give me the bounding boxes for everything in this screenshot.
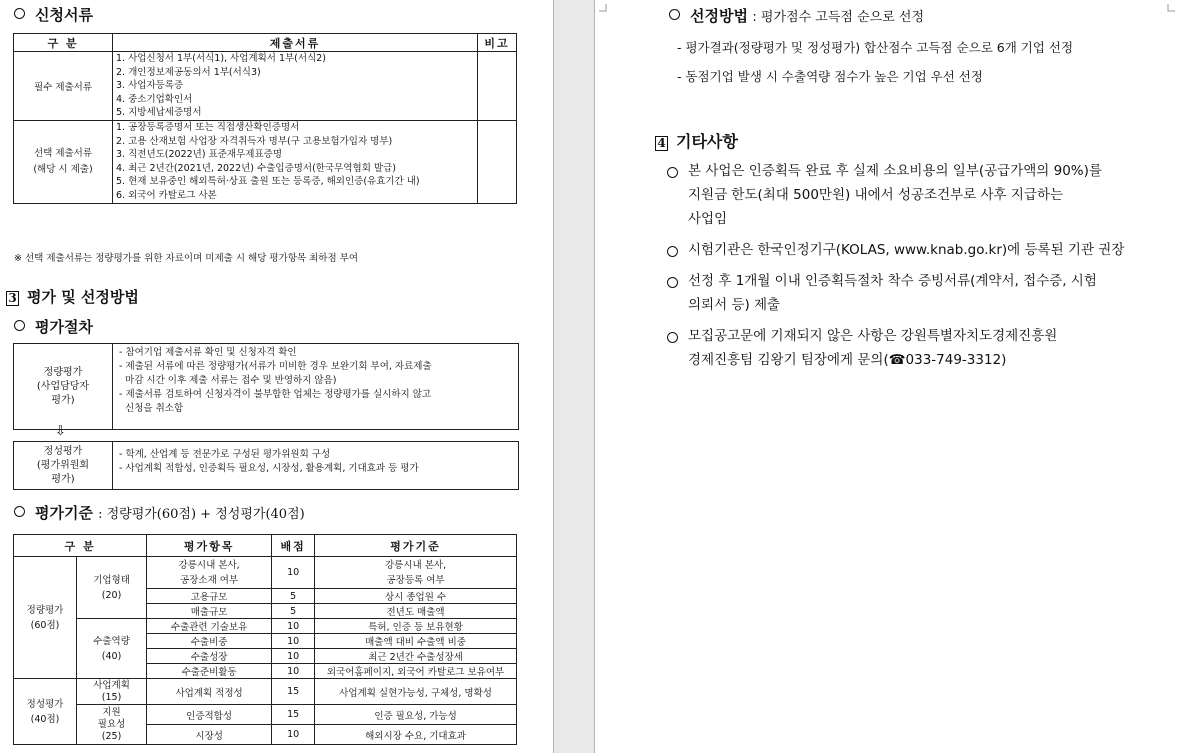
procedure-box-qualitative [13, 441, 519, 490]
criteria-col-standard: 평가기준 [315, 535, 517, 557]
docs-col-category: 구 분 [14, 34, 113, 52]
criteria-standard: 상시 종업원 수 [315, 589, 517, 604]
criteria-col-score: 배점 [272, 535, 315, 557]
circle-bullet-icon [667, 167, 678, 178]
docs-col-note: 비고 [478, 34, 517, 52]
criteria-item: 수출성장 [147, 649, 272, 664]
procedure-box-quantitative [13, 343, 519, 430]
criteria-group-quantitative: 정량평가 (60점) [14, 557, 77, 679]
list-item: 4. 중소기업확인서 [116, 93, 193, 105]
criteria-subgroup: 수출역량 (40) [77, 619, 147, 679]
circle-bullet-icon [667, 246, 678, 257]
right-page [594, 0, 1178, 753]
list-item: - 동점기업 발생 시 수출역량 점수가 높은 기업 우선 선정 [677, 69, 983, 84]
list-item: 선정 후 1개월 이내 인증획득절차 착수 증빙서류(계약서, 접수증, 시험 의뢰서 등) 제출 [667, 269, 1172, 317]
circle-bullet-icon [669, 9, 680, 20]
list-item: 5. 지방세납세증명서 [116, 107, 202, 119]
criteria-score: 15 [272, 705, 315, 725]
criteria-standard: 강릉시내 본사, 공장등록 여부 [315, 557, 517, 589]
page-corner-mark-icon [599, 4, 609, 14]
criteria-table [13, 534, 517, 745]
criteria-standard: 해외시장 수요, 기대효과 [315, 725, 517, 745]
section-3-heading: 3 평가 및 선정방법 [6, 286, 139, 307]
criteria-item: 수출비중 [147, 634, 272, 649]
criteria-standard: 매출액 대비 수출액 비중 [315, 634, 517, 649]
criteria-standard: 최근 2년간 수출성장세 [315, 649, 517, 664]
docs-category-optional: 선택 제출서류 (해당 시 제출) [14, 120, 113, 203]
left-page [0, 0, 554, 753]
circle-bullet-icon [14, 8, 25, 19]
criteria-group-qualitative: 정성평가 (40점) [14, 679, 77, 745]
docs-footnote: ※ 선택 제출서류는 정량평가를 위한 자료이며 미제출 시 해당 평가항목 최하점 부여 [14, 253, 359, 264]
list-item: 모집공고문에 기재되지 않은 사항은 강원특별자치도경제진흥원 경제진흥팀 김왕기 팀장에게 문의(☎033-749-3312) [667, 324, 1172, 372]
notes-list [667, 159, 1172, 372]
list-item: - 평가결과(정량평가 및 정성평가) 합산점수 고득점 순으로 6개 기업 선정 [677, 40, 1074, 55]
docs-table [13, 33, 517, 204]
criteria-standard: 외국어홈페이지, 외국어 카탈로그 보유여부 [315, 664, 517, 679]
criteria-item: 수출준비활동 [147, 664, 272, 679]
down-arrow-icon: ⇩ [55, 424, 66, 439]
section-number-box: 3 [6, 291, 19, 306]
list-item: 5. 현재 보유중인 해외특허·상표 출원 또는 등록증, 해외인증(유효기간 내) [116, 176, 420, 188]
criteria-col-category: 구 분 [14, 535, 147, 557]
list-item: 3. 사업자등록증 [116, 80, 184, 92]
criteria-score: 5 [272, 604, 315, 619]
section-number-box: 4 [655, 136, 668, 151]
criteria-score: 10 [272, 649, 315, 664]
criteria-standard: 특허, 인증 등 보유현황 [315, 619, 517, 634]
criteria-item: 고용규모 [147, 589, 272, 604]
criteria-standard: 전년도 매출액 [315, 604, 517, 619]
criteria-score: 10 [272, 634, 315, 649]
criteria-heading: 평가기준 : 정량평가(60점) + 정성평가(40점) [14, 502, 305, 523]
docs-optional-list [113, 120, 478, 203]
docs-col-documents: 제출서류 [113, 34, 478, 52]
page-corner-mark-icon [1165, 4, 1175, 14]
docs-category-required: 필수 제출서류 [14, 52, 113, 121]
circle-bullet-icon [14, 320, 25, 331]
list-item: 4. 최근 2년간(2021년, 2022년) 수출입증명서(한국무역협회 발급) [116, 162, 396, 174]
docs-required-list [113, 52, 478, 121]
criteria-item: 인증적합성 [147, 705, 272, 725]
list-item: 2. 고용 산재보험 사업장 자격취득자 명부(구 고용보험가입자 명부) [116, 135, 393, 147]
criteria-standard: 사업계획 실현가능성, 구체성, 명확성 [315, 679, 517, 705]
circle-bullet-icon [667, 332, 678, 343]
criteria-subgroup: 지원 필요성 (25) [77, 705, 147, 745]
procedure-lines: - 참여기업 제출서류 확인 및 신청자격 확인 - 제출된 서류에 따른 정량평가(서류가 미비한 경우 보완기회 부여, 자료제출 마감 시간 이후 제출 서류는 접수 및 반영하지 않음) - 제출서류 검토하여 신청자격이 불부합한 업체는 정량평가를 실시하지 않고 신청을 취소함 [119, 347, 432, 414]
procedure-heading: 평가절차 [14, 316, 93, 337]
list-item: 2. 개인정보제공동의서 1부(서식3) [116, 66, 261, 78]
list-item: 6. 외국어 카탈로그 사본 [116, 189, 217, 201]
list-item: 1. 공장등록증명서 또는 직접생산확인증명서 [116, 121, 300, 133]
circle-bullet-icon [667, 277, 678, 288]
criteria-item: 강릉시내 본사, 공장소재 여부 [147, 557, 272, 589]
criteria-score: 15 [272, 679, 315, 705]
criteria-score: 10 [272, 557, 315, 589]
procedure-lines: - 학계, 산업계 등 전문가로 구성된 평가위원회 구성 - 사업계획 적합성, 인증획득 필요성, 시장성, 활용계획, 기대효과 등 평가 [119, 449, 419, 474]
criteria-score: 10 [272, 664, 315, 679]
section-4-heading: 4 기타사항 [655, 129, 738, 152]
docs-note-cell [478, 52, 517, 121]
selection-method: 선정방법 : 평가점수 고득점 순으로 선정 [669, 5, 924, 26]
list-item: 1. 사업신청서 1부(서식1), 사업계획서 1부(서식2) [116, 53, 326, 64]
criteria-item: 사업계획 적정성 [147, 679, 272, 705]
criteria-subgroup: 기업형태 (20) [77, 557, 147, 619]
list-item: 3. 직전년도(2022년) 표준재무제표증명 [116, 149, 282, 161]
criteria-standard: 인증 필요성, 가능성 [315, 705, 517, 725]
criteria-item: 수출관련 기술보유 [147, 619, 272, 634]
criteria-subgroup: 사업계획 (15) [77, 679, 147, 705]
criteria-score: 10 [272, 725, 315, 745]
criteria-score: 5 [272, 589, 315, 604]
procedure-label: 정량평가 (사업담당자 평가) [14, 344, 113, 429]
docs-heading: 신청서류 [14, 4, 93, 25]
list-item: 시험기관은 한국인정기구(KOLAS, www.knab.go.kr)에 등록된 기관 권장 [667, 238, 1172, 262]
docs-note-cell [478, 120, 517, 203]
criteria-item: 시장성 [147, 725, 272, 745]
list-item: 본 사업은 인증획득 완료 후 실제 소요비용의 일부(공급가액의 90%)를 지원금 한도(최대 500만원) 내에서 성공조건부로 사후 지급하는 사업임 [667, 159, 1172, 231]
criteria-score: 10 [272, 619, 315, 634]
criteria-item: 매출규모 [147, 604, 272, 619]
procedure-label: 정성평가 (평가위원회 평가) [14, 442, 113, 489]
criteria-col-item: 평가항목 [147, 535, 272, 557]
circle-bullet-icon [14, 506, 25, 517]
